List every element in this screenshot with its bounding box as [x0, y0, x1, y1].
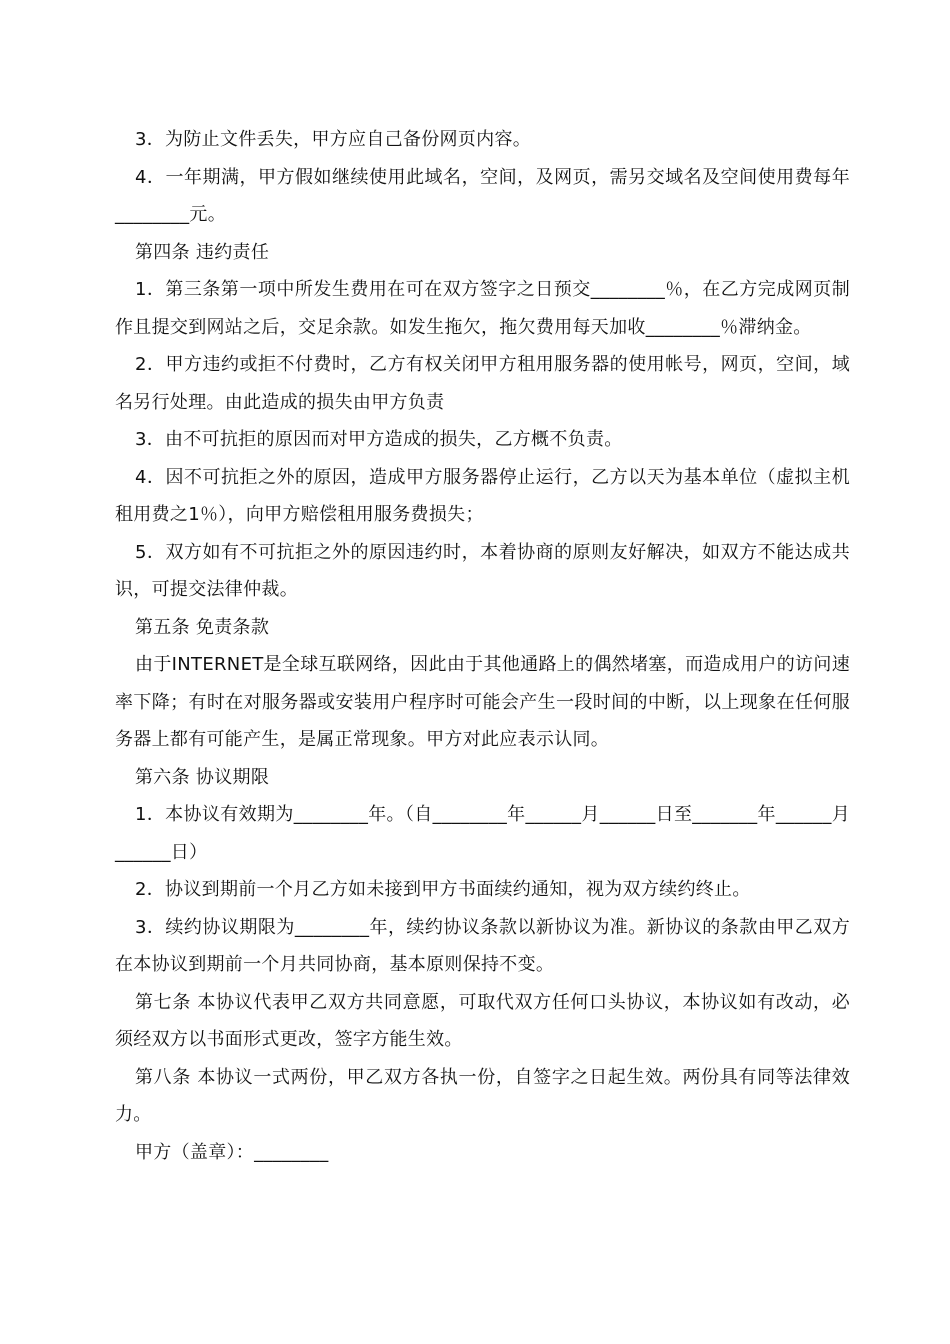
article-4-item-5: 5．双方如有不可抗拒之外的原因违约时，本着协商的原则友好解决，如双方不能达成共识，可提交法律仲裁。: [115, 541, 850, 600]
document-body: [115, 121, 850, 1171]
article-5-body: 由于INTERNET是全球互联网络，因此由于其他通路上的偶然堵塞，而造成用户的访问速率下降；有时在对服务器或安装用户程序时可能会产生一段时间的中断，以上现象在任何服务器上都有可能产生，是属正常现象。甲方对此应表示认同。: [115, 654, 850, 750]
party-a-signature-line: 甲方（盖章）：________: [135, 1141, 329, 1163]
clause-3-item-4: 4．一年期满，甲方假如继续使用此域名，空间，及网页，需另交域名及空间使用费每年________元。: [115, 166, 850, 225]
article-4-item-4: 4．因不可抗拒之外的原因，造成甲方服务器停止运行，乙方以天为基本单位（虚拟主机租用费之1％），向甲方赔偿租用服务费损失；: [115, 466, 850, 525]
article-8: 第八条 本协议一式两份，甲乙双方各执一份，自签字之日起生效。两份具有同等法律效力。: [115, 1066, 850, 1125]
article-4-item-1: 1．第三条第一项中所发生费用在可在双方签字之日预交________％，在乙方完成网页制作且提交到网站之后，交足余款。如发生拖欠，拖欠费用每天加收________％滞纳金。: [115, 279, 850, 338]
article-6-heading: 第六条 协议期限: [135, 766, 270, 788]
article-6-item-1: 1．本协议有效期为________年。（自________年______月______日至_______年______月______日）: [115, 804, 850, 863]
article-4-item-3: 3．由不可抗拒的原因而对甲方造成的损失，乙方概不负责。: [135, 429, 623, 450]
article-4-item-2: 2．甲方违约或拒不付费时，乙方有权关闭甲方租用服务器的使用帐号，网页，空间，域名另行处理。由此造成的损失由甲方负责: [115, 354, 850, 413]
clause-3-item-3: 3．为防止文件丢失，甲方应自己备份网页内容。: [135, 129, 532, 150]
article-6-item-3: 3．续约协议期限为________年，续约协议条款以新协议为准。新协议的条款由甲乙双方在本协议到期前一个月共同协商，基本原则保持不变。: [115, 916, 850, 975]
article-7: 第七条 本协议代表甲乙双方共同意愿，可取代双方任何口头协议，本协议如有改动，必须经双方以书面形式更改，签字方能生效。: [115, 991, 850, 1050]
article-4-heading: 第四条 违约责任: [135, 241, 270, 263]
article-5-heading: 第五条 免责条款: [135, 616, 270, 638]
article-6-item-2: 2．协议到期前一个月乙方如未接到甲方书面续约通知，视为双方续约终止。: [135, 879, 751, 900]
